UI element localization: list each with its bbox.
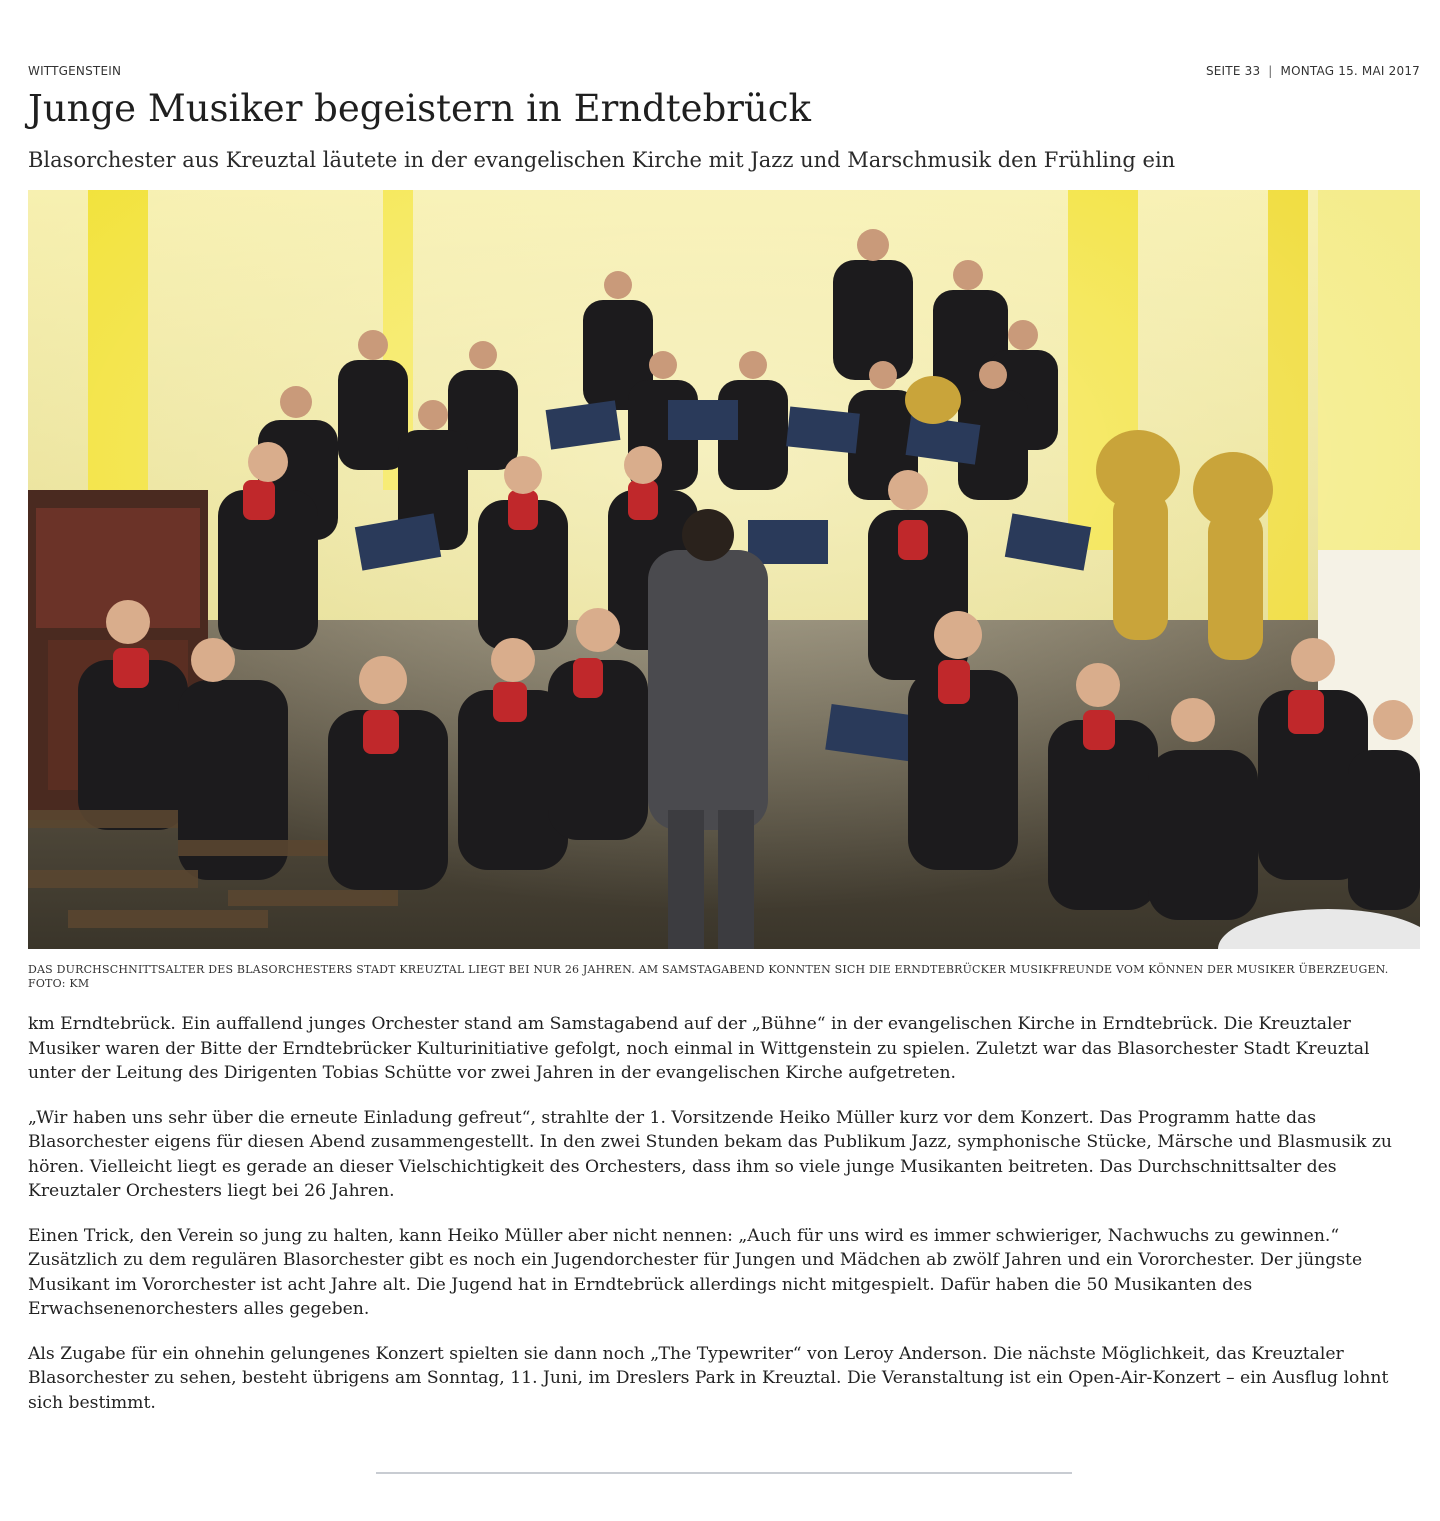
subheadline: Blasorchester aus Kreuztal läutete in der evangelischen Kirche mit Jazz und Marschmusik den Frühling ein (28, 148, 1176, 172)
concert-photo-illustration (28, 190, 1420, 949)
concert-photo (28, 190, 1420, 949)
article-paragraph: Einen Trick, den Verein so jung zu halten, kann Heiko Müller aber nicht nennen: „Auch für uns wird es immer schwieriger, Nachwuchs zu gewinnen.“ Zusätzlich zu dem regulären Blasorchester gibt es noch ein Jugendorchester für Jungen und Mädchen ab zwölf Jahren und ein Vororchester. Der jüngste Musikant im Vororchester ist acht Jahre alt. Die Jugend hat in Erndtebrück allerdings nicht mitgespielt. Dafür haben die 50 Musikanten des Erwachsenenorchesters alles gegeben. (28, 1225, 1363, 1319)
page-number: SEITE 33 (1205, 64, 1261, 78)
section-label: WITTGENSTEIN (28, 64, 122, 78)
publication-date: MONTAG 15. MAI 2017 (1280, 64, 1420, 78)
page-header (28, 64, 1420, 80)
page-meta (1206, 64, 1420, 78)
meta-separator: | (1268, 64, 1273, 78)
photo-caption-block (28, 963, 1420, 991)
headline: Junge Musiker begeistern in Erndtebrück (28, 87, 811, 130)
bottom-divider (376, 1472, 1072, 1474)
article-paragraph: Als Zugabe für ein ohnehin gelungenes Konzert spielten sie dann noch „The Typewriter“ von Leroy Anderson. Die nächste Möglichkeit, das Kreuztaler Blasorchester zu sehen, besteht übrigens am Sonntag, 11. Juni, im Dreslers Park in Kreuztal. Die Veranstaltung ist ein Open-Air-Konzert – ein Ausflug lohnt sich bestimmt. (28, 1343, 1389, 1413)
article-paragraph: km Erndtebrück. Ein auffallend junges Orchester stand am Samstagabend auf der „Bühne“ in der evangelischen Kirche in Erndtebrück. Die Kreuztaler Musiker waren der Bitte der Erndtebrücker Kulturinitiative gefolgt, noch einmal in Wittgenstein zu spielen. Zuletzt war das Blasorchester Stadt Kreuztal unter der Leitung des Dirigenten Tobias Schütte vor zwei Jahren in der evangelischen Kirche aufgetreten. (28, 1014, 1370, 1083)
article-body (28, 1012, 1420, 1435)
article-paragraph: „Wir haben uns sehr über die erneute Einladung gefreut“, strahlte der 1. Vorsitzende Heiko Müller kurz vor dem Konzert. Das Programm hatte das Blasorchester eigens für diesen Abend zusammengestellt. In den zwei Stunden bekam das Publikum Jazz, symphonische Stücke, Märsche und Blasmusik zu hören. Vielleicht liegt es gerade an dieser Vielschichtigkeit des Orchesters, dass ihm so viele junge Musikanten beitreten. Das Durchschnittsalter des Kreuztaler Orchesters liegt bei 26 Jahren. (28, 1107, 1392, 1201)
photo-caption: DAS DURCHSCHNITTSALTER DES BLASORCHESTERS STADT KREUZTAL LIEGT BEI NUR 26 JAHREN. AM SAMSTAGABEND KONNTEN SICH DIE ERNDTEBRÜCKER MUSIKFREUNDE VOM KÖNNEN DER MUSIKER ÜBERZEUGEN. (28, 963, 1389, 976)
photo-credit: FOTO: KM (28, 977, 90, 990)
